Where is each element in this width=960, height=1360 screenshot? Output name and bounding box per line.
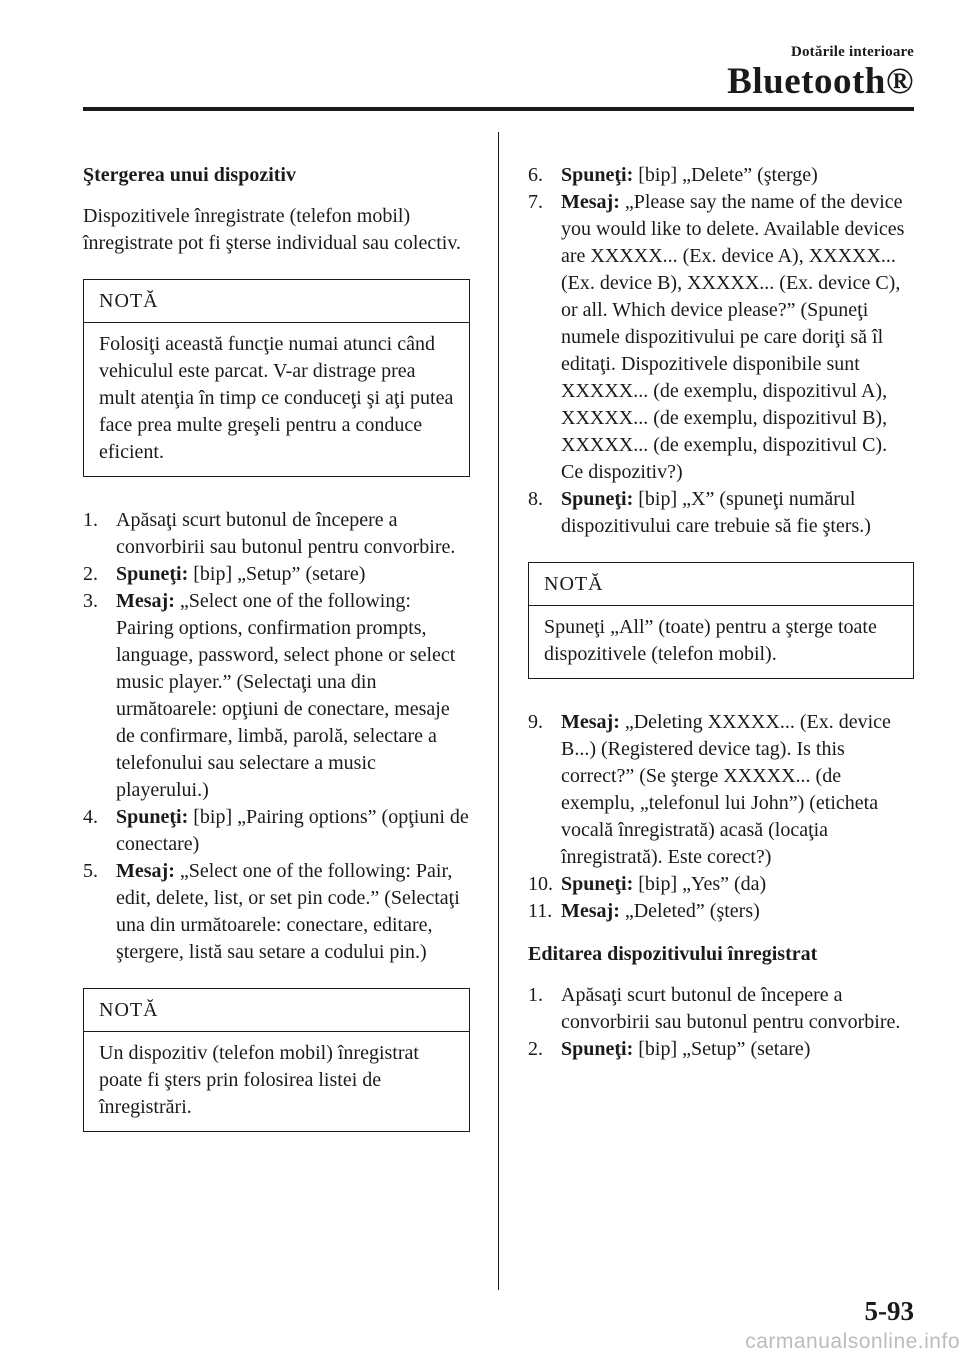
step-text xyxy=(561,1036,914,1063)
step-text xyxy=(561,162,914,189)
step-body: [bip] „X” (spuneţi numărul dispozitivului care trebuie să fie şters.) xyxy=(561,488,871,537)
step-text xyxy=(561,982,914,1036)
step-text xyxy=(116,561,470,588)
intro-paragraph: Dispozitivele înregistrate (telefon mobil) înregistrate pot fi şterse individual sau colectiv. xyxy=(83,205,462,254)
step-number: 2. xyxy=(83,563,98,585)
step-body: „Please say the name of the device you would like to delete. Available devices are XXXXX... (Ex. device A), XXXXX... (Ex. device B), XXXXX... (Ex. device C), or all. Which device please?” (Spuneţi numele dispozitivului pe care doriţi să îl editaţi. Dispozitivele disponibile sunt XXXXX... (de exemplu, dispozitivul A), XXXXX... (de exemplu, dispozitivul B), XXXXX... (de exemplu, dispozitivul C). Ce dispozitiv?) xyxy=(561,191,905,483)
step-text xyxy=(561,871,914,898)
note-box xyxy=(528,562,914,679)
step-number: 5. xyxy=(83,860,98,882)
note-body: Un dispozitiv (telefon mobil) înregistrat poate fi şters prin folosirea listei de înregistrări. xyxy=(99,1042,419,1118)
step-number: 3. xyxy=(83,590,98,612)
step-number: 11. xyxy=(528,900,553,922)
step-label: Spuneţi: xyxy=(561,873,634,895)
step-number: 10. xyxy=(528,873,553,895)
step-number: 9. xyxy=(528,711,543,733)
list-item xyxy=(83,858,470,966)
list-item xyxy=(83,507,470,561)
step-number: 1. xyxy=(83,509,98,531)
step-body: „Select one of the following: Pair, edit, delete, list, or set pin code.” (Selectaţi una din următoarele: conectare, editare, ştergere, listă sau setare a codului pin.) xyxy=(116,860,460,963)
section-heading-edit: Editarea dispozitivului înregistrat xyxy=(528,943,818,965)
steps-list xyxy=(528,162,914,540)
step-text xyxy=(561,486,914,540)
left-column xyxy=(83,162,470,1162)
list-item xyxy=(528,1036,914,1063)
note-title: NOTĂ xyxy=(84,989,469,1032)
header-rule xyxy=(83,107,914,111)
step-body: [bip] „Yes” (da) xyxy=(633,873,767,895)
steps-list xyxy=(528,982,914,1063)
list-item xyxy=(528,162,914,189)
step-label: Mesaj: xyxy=(561,191,620,213)
step-body: „Deleting XXXXX... (Ex. device B...) (Registered device tag). Is this correct?” (Se şterge XXXXX... (de exemplu, „telefonul lui John”) (eticheta vocală înregistrată) acasă (locaţia înregistrată). Este corect?) xyxy=(561,711,891,868)
step-number: 8. xyxy=(528,488,543,510)
header-chapter: Dotările interioare xyxy=(790,44,914,60)
list-item xyxy=(528,709,914,871)
step-text xyxy=(561,189,914,486)
step-number: 7. xyxy=(528,191,543,213)
step-label: Spuneţi: xyxy=(116,806,189,828)
note-title: NOTĂ xyxy=(529,563,913,606)
steps-list xyxy=(83,507,470,966)
list-item xyxy=(83,804,470,858)
section-heading-delete: Ştergerea unui dispozitiv xyxy=(83,164,296,186)
step-number: 2. xyxy=(528,1038,543,1060)
note-body: Folosiţi această funcţie numai atunci când vehiculul este parcat. V-ar distrage prea mult atenţia în timp ce conduceţi şi aţi putea face prea multe greşeli pentru a conduce eficient. xyxy=(99,333,454,463)
step-label: Mesaj: xyxy=(561,900,620,922)
list-item xyxy=(528,898,914,925)
step-body: [bip] „Setup” (setare) xyxy=(188,563,366,585)
step-body: [bip] „Delete” (şterge) xyxy=(633,164,818,186)
step-label: Spuneţi: xyxy=(561,488,634,510)
step-number: 1. xyxy=(528,984,543,1006)
step-body: Apăsaţi scurt butonul de începere a convorbirii sau butonul pentru convorbire. xyxy=(116,509,456,558)
list-item xyxy=(528,486,914,540)
step-body: [bip] „Setup” (setare) xyxy=(633,1038,811,1060)
note-title: NOTĂ xyxy=(84,280,469,323)
steps-list xyxy=(528,709,914,925)
step-text xyxy=(561,709,914,871)
column-divider xyxy=(498,132,499,1290)
note-body: Spuneţi „All” (toate) pentru a şterge toate dispozitivele (telefon mobil). xyxy=(544,616,877,665)
list-item xyxy=(528,982,914,1036)
step-label: Mesaj: xyxy=(116,590,175,612)
step-body: „Deleted” (şters) xyxy=(619,900,760,922)
page-number: 5-93 xyxy=(864,1296,914,1326)
list-item xyxy=(528,189,914,486)
step-text xyxy=(561,898,914,925)
step-text xyxy=(116,804,470,858)
note-box xyxy=(83,279,470,477)
step-body: „Select one of the following: Pairing options, confirmation prompts, language, password, select phone or select music player.” (Selectaţi una din următoarele: opţiuni de conectare, mesaje de confirmare, limbă, parolă, selectare a telefonului sau selectare a music playerului.) xyxy=(116,590,456,801)
step-number: 6. xyxy=(528,164,543,186)
header-title: Bluetooth® xyxy=(727,61,914,102)
step-label: Mesaj: xyxy=(561,711,620,733)
step-text xyxy=(116,507,470,561)
step-label: Spuneţi: xyxy=(116,563,189,585)
step-text xyxy=(116,588,470,804)
list-item xyxy=(83,561,470,588)
step-text xyxy=(116,858,470,966)
list-item xyxy=(83,588,470,804)
note-box xyxy=(83,988,470,1132)
step-body: Apăsaţi scurt butonul de începere a convorbirii sau butonul pentru convorbire. xyxy=(561,984,901,1033)
right-column xyxy=(528,162,914,1063)
list-item xyxy=(528,871,914,898)
step-number: 4. xyxy=(83,806,98,828)
step-label: Mesaj: xyxy=(116,860,175,882)
watermark: carmanualsonline.info xyxy=(745,1330,960,1353)
step-body: [bip] „Pairing options” (opţiuni de conectare) xyxy=(116,806,469,855)
step-label: Spuneţi: xyxy=(561,1038,634,1060)
step-label: Spuneţi: xyxy=(561,164,634,186)
